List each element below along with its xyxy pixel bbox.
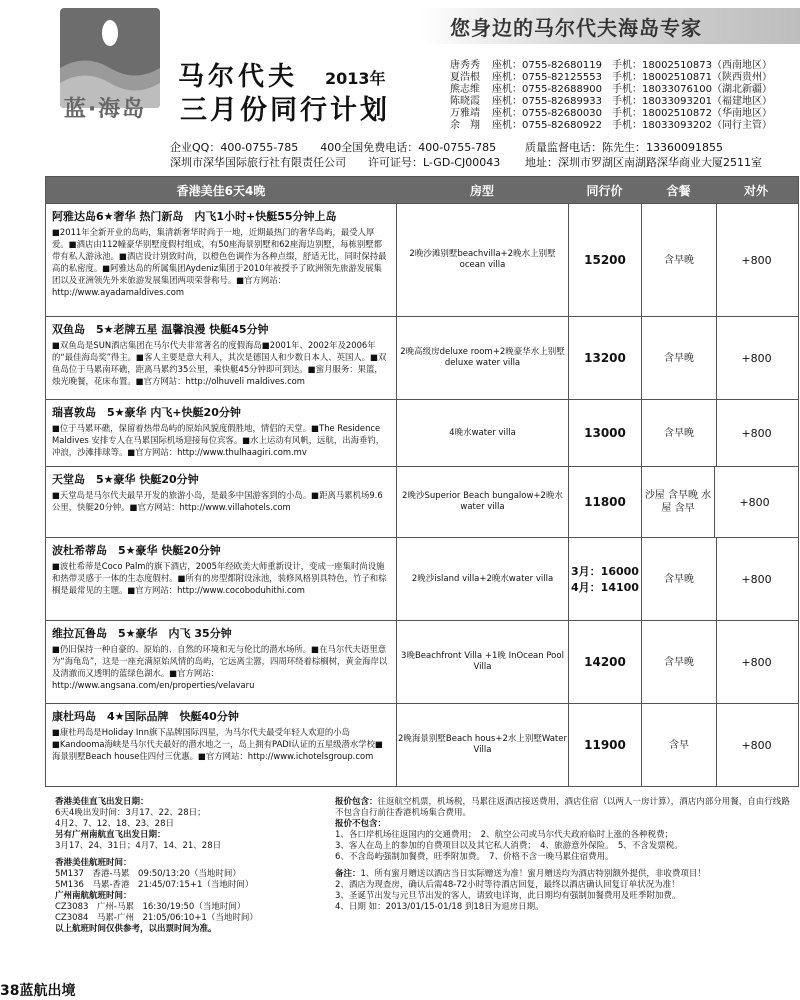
- note-line: 3、客人在岛上的参加的自费项目以及其它私人消费； 4、旅游意外保险。 5、不含发票税。: [335, 841, 683, 851]
- external-price: +800: [716, 204, 796, 316]
- room-type: 2晚海景别墅Beach hous+2水上别墅Water Villa: [396, 704, 568, 786]
- price: 14200: [568, 621, 641, 703]
- meal: 含早晚: [641, 204, 716, 316]
- meal: 含早晚: [641, 538, 716, 620]
- contact-row: 熊志维 座机：0755-82688900 手机：18033076100（湖北新疆）: [450, 84, 772, 95]
- logo-text: 蓝·海岛: [63, 97, 147, 122]
- external-price: +800: [716, 538, 796, 620]
- external-price: +800: [716, 621, 796, 703]
- meal: 含早: [641, 704, 716, 786]
- hotel-desc: ■仍旧保持一种自豪的、原始的、自然的环境和无与伦比的潜水场所。■在马尔代夫语里意为“海龟岛”，这是一座充满原始风情的岛屿，它远离尘嚣，四周环绕着棕榈树，黄金海岸以及清澈而又透明的蓝绿色湖水。■官方网站：http://www.angsana.com/en/properties/velavaru: [52, 644, 388, 690]
- table-row: [46, 399, 798, 466]
- header-cell: 含餐: [666, 183, 691, 198]
- hotel-desc: ■位于马累环礁，保留着热带岛屿的原始风貌度假胜地，情侣的天堂。■The Residence Maldives 安排专人在马累国际机场迎接每位宾客。■水上运动有风帆，远航，出海垂钓，冲浪，沙滩排球等。■官方网站：http://www.thulhaagiri.com.mv: [52, 423, 385, 457]
- contact-row: 夏浩根 座机：0755-82125553 手机：18002510871（陕西贵州）: [450, 72, 772, 83]
- header-cell: 香港美佳6天4晚: [176, 183, 266, 198]
- price: 15200: [568, 204, 641, 316]
- qq-info: 企业QQ：400-0755-785 400全国免费电话：400-0755-785: [170, 141, 497, 154]
- price: 3月：16000 4月：14100: [568, 538, 641, 620]
- hotel-name: 波杜希蒂岛 5★豪华 快艇20分钟: [52, 544, 221, 557]
- contact-row: 陈晓霞 座机：0755-82689933 手机：18033093201（福建地区）: [450, 96, 772, 107]
- hotel-desc: ■天堂岛是马尔代夫最早开发的旅游小岛，是最多中国游客到的小岛。■距离马累机场9.6公里，快艇20分钟。■官方网站：http://www.villahotels.com: [52, 490, 383, 512]
- note-line: 2、酒店为现查房，确认后需48-72小时等待酒店回复，最终以酒店确认回复订单状况为准！: [335, 880, 680, 890]
- meal: 含早晚: [641, 317, 716, 399]
- table-row: [46, 703, 798, 786]
- note-line: 3、圣诞节出发与元旦节出发的客人，请致电详询，此日期均有强制加餐费用及旺季附加费。: [335, 891, 681, 901]
- room-type: 2晚沙island villa+2晚水water villa: [396, 538, 568, 620]
- note-line: 4、日期 如：2013/01/15-01/18 到18日为退房日期。: [335, 902, 544, 912]
- flight-line: 香港美佳直飞出发日期：: [55, 797, 149, 807]
- year: 2013年: [325, 69, 386, 88]
- flight-line: 广州南航航班时间：: [55, 891, 132, 901]
- room-type: 4晚水water villa: [396, 400, 568, 466]
- hotel-name: 阿雅达岛6★奢华 热门新岛 内飞1小时+快艇55分钟上岛: [52, 210, 337, 223]
- flight-line: 4月2、7、12、18、23、28日: [55, 819, 174, 829]
- room-type: 2晚沙Superior Beach bungalow+2晚水water villa: [396, 467, 568, 537]
- external-price: +800: [716, 400, 796, 466]
- header-cell: 对外: [743, 183, 768, 198]
- header-cell: 同行价: [586, 183, 623, 198]
- hotel-name: 康杜玛岛 4★国际品牌 快艇40分钟: [52, 710, 239, 723]
- room-type: 3晚Beachfront Villa +1晚 InOcean Pool Villa: [396, 621, 568, 703]
- room-type: 2晚高级房deluxe room+2晚豪华水上别墅deluxe water villa: [396, 317, 568, 399]
- company-info: 深圳市深华国际旅行社有限责任公司 许可证号：L-GD-CJ00043: [170, 156, 501, 169]
- hotel-desc: ■双鱼岛是SUN酒店集团在马尔代夫非常著名的度假海岛■2001年、2002年及2006年的“最佳海岛奖”得主。■客人主要是意大利人，其次是德国人和少数日本人、英国人。■双鱼岛位于马累南环礁，距离马累约35公里，乘快艇45分钟即可到达。■蜜月服务：果篮，烛光晚餐，花床布置。■官方网站：http://olhuveli maldives.com: [52, 340, 387, 386]
- hotel-name: 天堂岛 5★豪华 快艇20分钟: [52, 473, 199, 486]
- flight-line: 5M137 香港-马累 09:50/13:20（当地时间）: [55, 869, 241, 879]
- contact-row: 唐秀秀 座机：0755-82680119 手机：18002510873（西南地区）: [450, 60, 772, 71]
- note-line: 6、不含岛屿强制加餐费，旺季附加费。 7、价格不含一晚马累住宿费用。: [335, 852, 614, 862]
- flight-line: CZ3084 马累-广州 21:05/06:10+1（当地时间）: [55, 913, 258, 923]
- flight-line: 香港美佳航班时间：: [55, 858, 132, 868]
- price: 13000: [568, 400, 641, 466]
- page-footer: 38蓝航出境: [0, 983, 76, 999]
- contact-list: [450, 60, 772, 132]
- address-info: 地址：深圳市罗湖区南湖路深华商业大厦2511室: [525, 156, 762, 169]
- hotel-desc: ■2011年全新开业的岛屿，集清新奢华时尚于一地，近期最热门的奢华岛屿，最受人厚爱。■酒店由112幢豪华别墅度假村组成，有50座海景别墅和62座海边别墅，每栋别墅都带有私人游泳池。■酒店设计别致时尚，以橙色色调作为各种点缀，舒适无比，同时保持最高的私密度。■阿雅达岛的所属集团Aydeniz集团于2010年被授予了欧洲领先旅游发展集团以及亚洲领先外来旅游发展集团两项荣誉称号。■官方网站：http://www.ayadamaldives.com: [52, 227, 387, 297]
- hotel-desc: ■康杜玛岛是Holiday Inn旗下品牌国际四星，为马尔代夫最受年轻人欢迎的小岛■Kandooma海峡是马尔代夫最好的潜水地之一，岛上拥有PADI认证的五星级潜水学校■海景别墅Beach house住四付三优惠。■官方网站：http://www.ichotelsgroup.com: [52, 727, 383, 761]
- supervisor-info: 质量监督电话：陈先生：13360091855: [525, 141, 723, 154]
- flight-line: 以上航班时间仅供参考，以出票时间为准。: [55, 924, 217, 934]
- flight-line: 6天4晚出发时间：3月17、22、28日；: [55, 808, 206, 818]
- table-header: [46, 177, 798, 203]
- leaf-icon: [98, 18, 122, 48]
- flight-line: CZ3083 广州-马累 16:30/19:50（当地时间）: [55, 902, 246, 912]
- contact-row: 余 翔 座机：0755-82680922 手机：18033093202（同行主管）: [450, 120, 772, 131]
- brand-title: 马尔代夫: [178, 62, 299, 92]
- meal: 含早晚: [641, 621, 716, 703]
- flight-line: 3月17、24、31日；4月7、14、21、28日: [55, 841, 222, 851]
- slogan: 您身边的马尔代夫海岛专家: [450, 16, 702, 40]
- price-table: [45, 176, 799, 787]
- header-cell: 房型: [469, 183, 494, 198]
- table-row: [46, 466, 798, 537]
- note-line: 1、各口岸机场往返国内的交通费用； 2、航空公司或马尔代夫政府临时上涨的各种税费；: [335, 830, 674, 840]
- hotel-desc: ■波杜希蒂是Coco Palm的旗下酒店，2005年经欧美大师重新设计，变成一座集时尚设施和热带灵感于一体的生态度假村。■所有的房型都附设泳池，装修风格别具特色，竹子和棕榈是最常见的主题。■官方网站：http://www.cocoboduhithi.com: [52, 561, 387, 595]
- table-row: [46, 620, 798, 703]
- price: 11900: [568, 704, 641, 786]
- flight-line: 5M136 马累-香港 21:45/07:15+1（当地时间）: [55, 880, 254, 890]
- note-line: 报价包含：往返航空机票，机场税，马累往返酒店接送费用，酒店住宿（以两人一房计算），酒店内部分用餐，自由行线路不包含自行前往香港机场集合费用。: [335, 797, 790, 818]
- meal: 沙屋 含早晚 水屋 含早: [641, 467, 714, 537]
- table-row: [46, 537, 798, 620]
- price-notes: [335, 797, 790, 913]
- note-line: 报价不包含：: [335, 819, 387, 829]
- hotel-name: 双鱼岛 5★老牌五星 温馨浪漫 快艇45分钟: [52, 323, 269, 336]
- contact-row: 万雅靖 座机：0755-82680030 手机：18002510872（华南地区）: [450, 108, 772, 119]
- hotel-name: 瑞喜敦岛 5★豪华 内飞+快艇20分钟: [52, 406, 241, 419]
- price: 13200: [568, 317, 641, 399]
- meal: 含早晚: [641, 400, 716, 466]
- hotel-name: 维拉瓦鲁岛 5★豪华 内飞 35分钟: [52, 627, 232, 640]
- flight-line: 另有广州南航直飞出发日期：: [55, 830, 166, 840]
- flight-info: [55, 797, 315, 935]
- external-price: +800: [716, 704, 796, 786]
- note-line: 备注：1、所有蜜月赠送以酒店当日实际赠送为准！蜜月赠送均为酒店特别额外提供，非收费项目！: [335, 869, 706, 879]
- page-title: 三月份同行计划: [180, 95, 390, 126]
- external-price: +800: [714, 467, 794, 537]
- table-row: [46, 316, 798, 399]
- table-row: [46, 203, 798, 316]
- price: 11800: [568, 467, 641, 537]
- room-type: 2晚沙滩别墅beachvilla+2晚水上别墅ocean villa: [396, 204, 568, 316]
- external-price: +800: [716, 317, 796, 399]
